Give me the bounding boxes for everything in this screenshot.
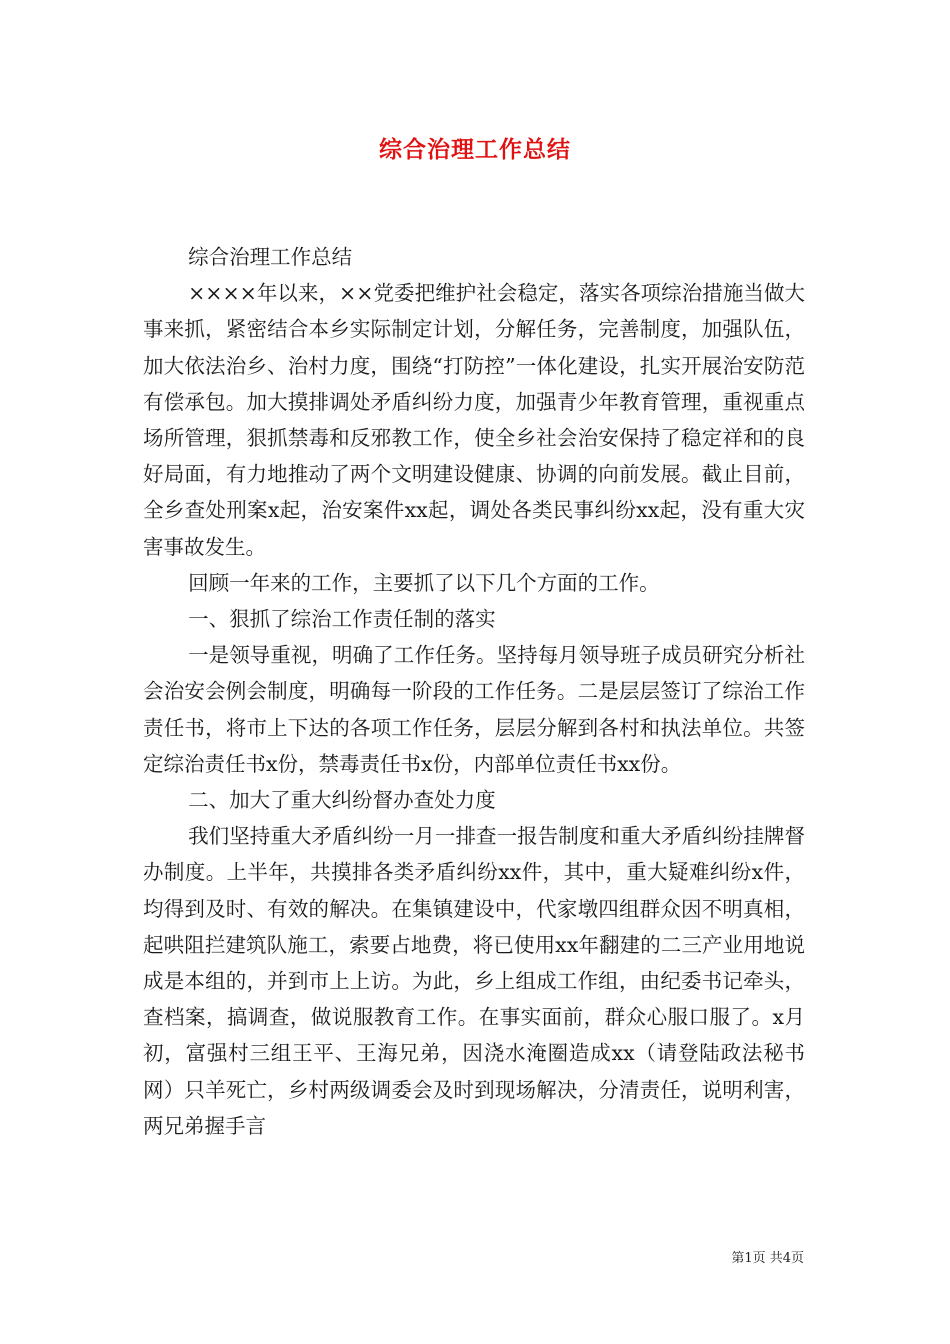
document-body	[143, 239, 805, 1144]
paragraph-section-1: 一是领导重视，明确了工作任务。坚持每月领导班子成员研究分析社会治安会例会制度，明确每一阶段的工作任务。二是层层签订了综治工作责任书，将市上下达的各项工作任务，层层分解到各村和执法单位。共签定综治责任书x份，禁毒责任书x份，内部单位责任书xx份。	[143, 643, 805, 776]
page-footer: 第1页 共4页	[731, 1251, 804, 1266]
section-heading-2: 二、加大了重大纠纷督办查处力度	[188, 788, 496, 813]
paragraph-subtitle: 综合治理工作总结	[188, 245, 353, 269]
document-title: 综合治理工作总结	[379, 136, 571, 163]
paragraph-section-2: 我们坚持重大矛盾纠纷一月一排查一报告制度和重大矛盾纠纷挂牌督办制度。上半年，共摸排各类矛盾纠纷xx件，其中，重大疑难纠纷x件，均得到及时、有效的解决。在集镇建设中，代家墩四组群众因不明真相，起哄阻拦建筑队施工，索要占地费，将已使用xx年翻建的二三产业用地说成是本组的，并到市上上访。为此，乡上组成工作组，由纪委书记牵头，查档案，搞调查，做说服教育工作。在事实面前，群众心服口服了。x月初，富强村三组王平、王海兄弟，因浇水淹圈造成xx（请登陆政法秘书网）只羊死亡，乡村两级调委会及时到现场解决，分清责任，说明利害，两兄弟握手言	[143, 824, 805, 1138]
paragraph-intro: ××××年以来，××党委把维护社会稳定，落实各项综治措施当做大事来抓，紧密结合本乡实际制定计划，分解任务，完善制度，加强队伍，加大依法治乡、治村力度，围绕“打防控”一体化建设，扎实开展治安防范有偿承包。加大摸排调处矛盾纠纷力度，加强青少年教育管理，重视重点场所管理，狠抓禁毒和反邪教工作，使全乡社会治安保持了稳定祥和的良好局面，有力地推动了两个文明建设健康、协调的向前发展。截止目前，全乡查处刑案x起，治安案件xx起，调处各类民事纠纷xx起，没有重大灾害事故发生。	[143, 281, 805, 559]
paragraph-review: 回顾一年来的工作，主要抓了以下几个方面的工作。	[188, 570, 660, 595]
section-heading-1: 一、狠抓了综治工作责任制的落实	[188, 607, 496, 632]
